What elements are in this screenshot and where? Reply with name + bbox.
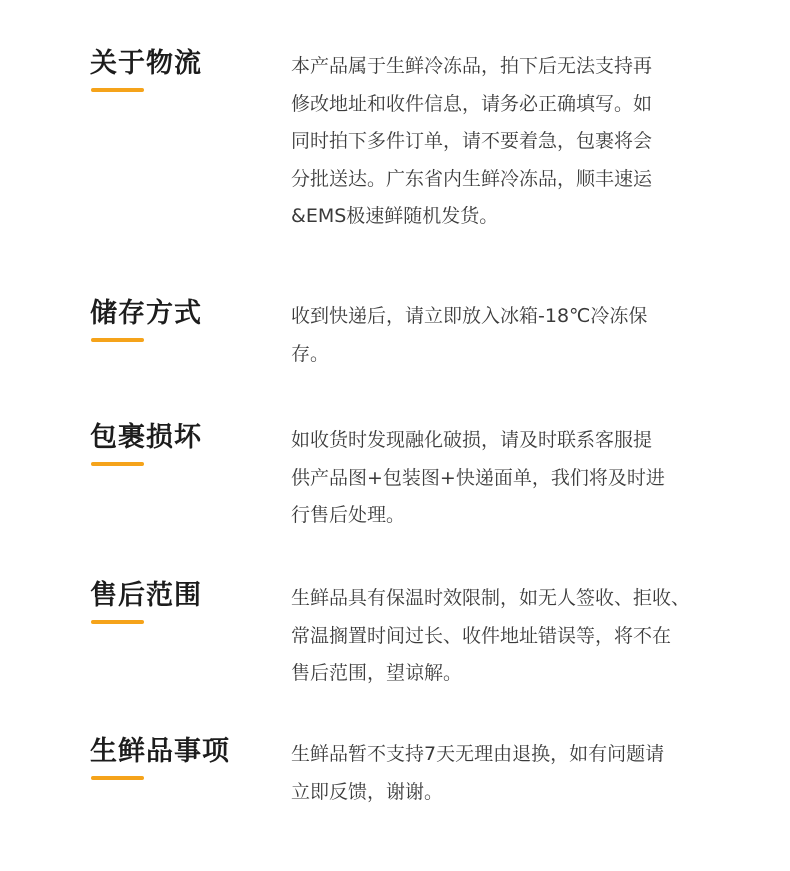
section-body [291,580,721,693]
body-line: 常温搁置时间过长、收件地址错误等，将不在 [291,624,672,647]
section-title: 关于物流 [90,48,202,79]
section-title: 储存方式 [90,298,202,329]
title-underline [91,88,144,92]
body-line: 售后范围，望谅解。 [291,662,463,684]
body-line: 生鲜品暂不支持7天无理由退换，如有问题请 [291,743,665,765]
body-line: 同时拍下多件订单，请不要着急，包裹将会 [291,130,653,152]
section-title: 售后范围 [90,580,202,611]
section-body [291,422,721,535]
title-underline [91,776,144,780]
body-line: 分批送达。广东省内生鲜冷冻品，顺丰速运 [291,167,653,190]
section-body [291,48,721,236]
title-underline [91,620,144,624]
body-line: 本产品属于生鲜冷冻品，拍下后无法支持再 [291,55,653,77]
section-body [291,736,721,811]
body-line: 行售后处理。 [291,504,406,526]
section-title: 包裹损坏 [90,422,202,453]
body-line: 修改地址和收件信息，请务必正确填写。如 [291,92,653,115]
title-underline [91,338,144,342]
title-underline [91,462,144,466]
body-line: 如收货时发现融化破损，请及时联系客服提 [291,429,653,451]
body-line: 收到快递后，请立即放入冰箱-18℃冷冻保 [291,305,648,327]
body-line: 生鲜品具有保温时效限制，如无人签收、拒收、 [291,587,691,609]
body-line: 存。 [291,342,330,365]
body-line: 供产品图+包装图+快递面单，我们将及时进 [291,466,665,489]
body-line: 立即反馈，谢谢。 [291,780,444,803]
body-line: &EMS极速鲜随机发货。 [291,205,499,227]
section-title: 生鲜品事项 [90,736,230,767]
section-body [291,298,721,373]
